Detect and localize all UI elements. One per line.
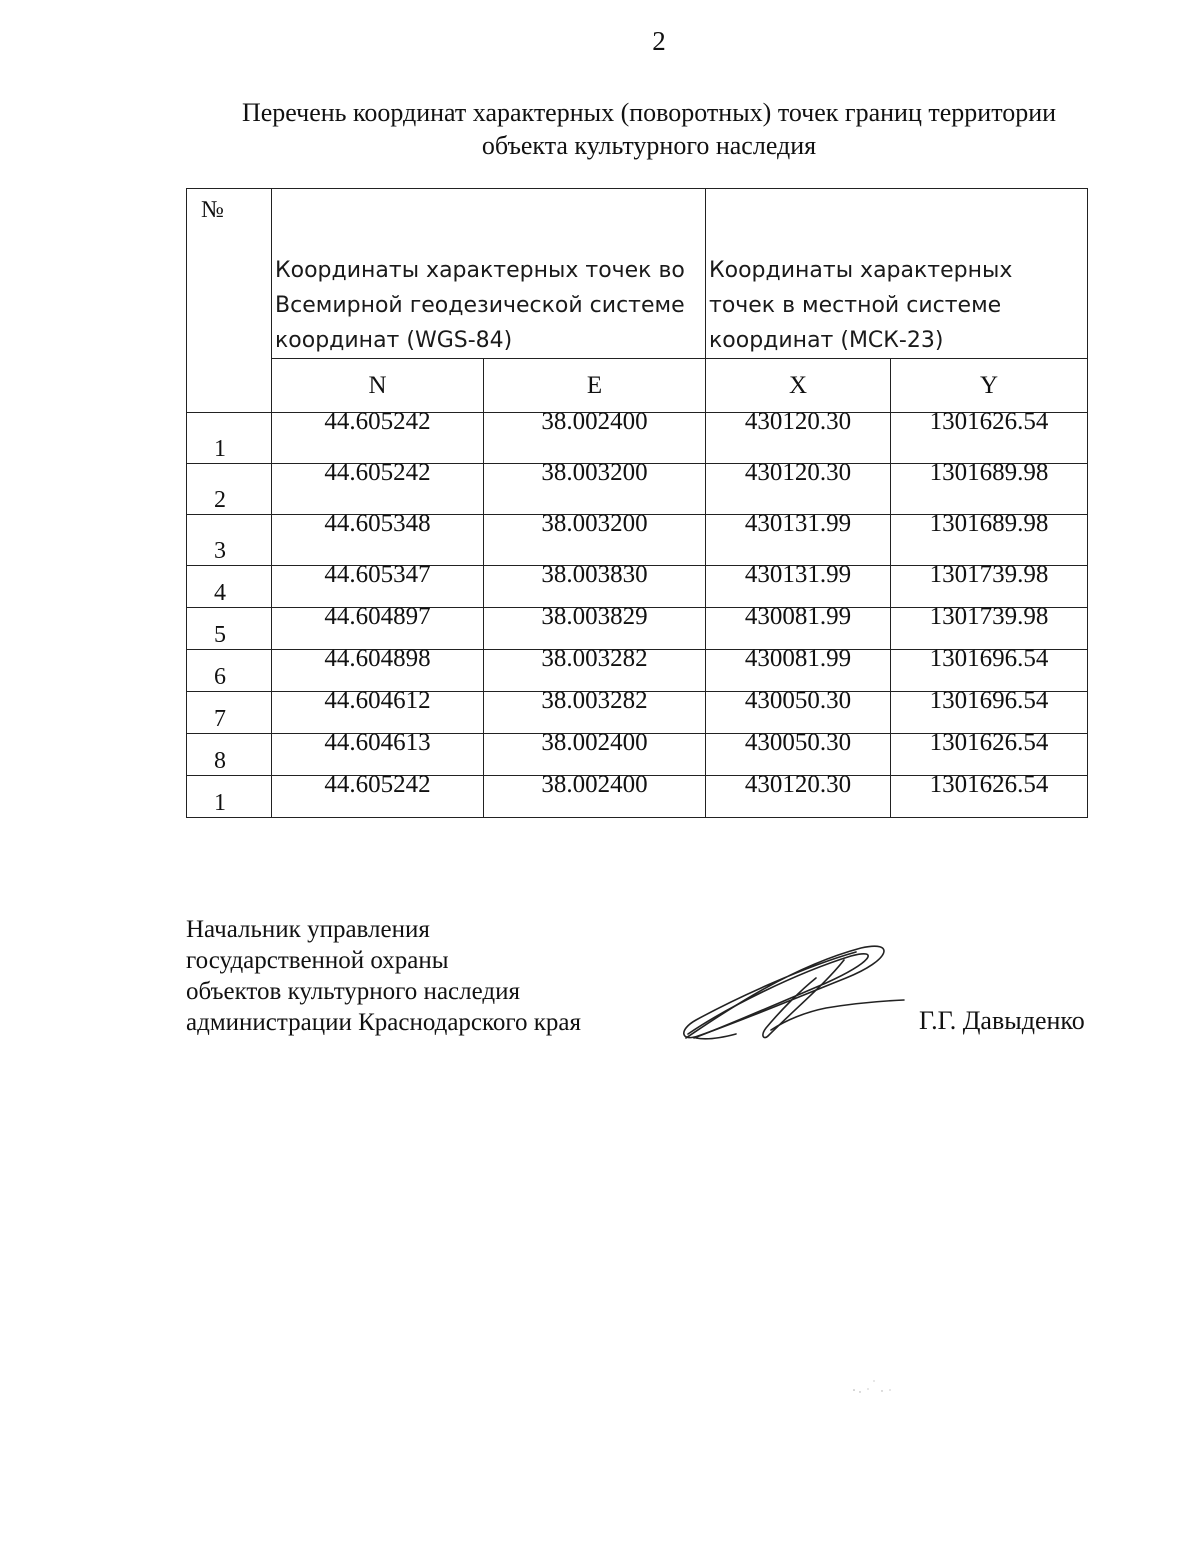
longitude-e: 38.002400: [484, 776, 706, 818]
coord-x: 430131.99: [706, 515, 891, 566]
table-row: [187, 608, 1088, 650]
coord-y: 1301739.98: [891, 566, 1088, 608]
coord-y: 1301696.54: [891, 692, 1088, 734]
document-title: [190, 96, 1108, 162]
table-row: [187, 413, 1088, 464]
handwritten-signature: [676, 938, 906, 1046]
latitude-n: 44.604613: [272, 734, 484, 776]
point-number: 1: [187, 776, 272, 818]
coord-x: 430120.30: [706, 464, 891, 515]
point-number: 5: [187, 608, 272, 650]
column-header-y: Y: [891, 359, 1088, 413]
coord-y: 1301689.98: [891, 464, 1088, 515]
latitude-n: 44.604897: [272, 608, 484, 650]
signer-name: Г.Г. Давыденко: [919, 1006, 1085, 1035]
scan-specks: [846, 1376, 896, 1396]
longitude-e: 38.003282: [484, 650, 706, 692]
longitude-e: 38.002400: [484, 734, 706, 776]
latitude-n: 44.605347: [272, 566, 484, 608]
coord-x: 430120.30: [706, 776, 891, 818]
table-subheader-row: [187, 359, 1088, 413]
position-line: объектов культурного наследия: [186, 978, 520, 1005]
table-row: [187, 734, 1088, 776]
column-header-e: E: [484, 359, 706, 413]
title-line: Перечень координат характерных (поворотных) точек границ территории: [241, 98, 1057, 127]
latitude-n: 44.605242: [272, 464, 484, 515]
table-row: [187, 515, 1088, 566]
point-number: 8: [187, 734, 272, 776]
signatory-position: [186, 914, 581, 1038]
longitude-e: 38.003200: [484, 515, 706, 566]
longitude-e: 38.003200: [484, 464, 706, 515]
msk-header: Координаты характерных точек в местной системе координат (МСК-23): [706, 189, 1088, 359]
coord-x: 430050.30: [706, 734, 891, 776]
latitude-n: 44.605348: [272, 515, 484, 566]
point-number: 4: [187, 566, 272, 608]
point-number: 3: [187, 515, 272, 566]
point-number: 2: [187, 464, 272, 515]
coord-x: 430120.30: [706, 413, 891, 464]
coord-y: 1301689.98: [891, 515, 1088, 566]
number-header: №: [187, 189, 272, 413]
point-number: 6: [187, 650, 272, 692]
table-row: [187, 692, 1088, 734]
longitude-e: 38.003829: [484, 608, 706, 650]
coord-y: 1301626.54: [891, 776, 1088, 818]
table-row: [187, 650, 1088, 692]
coord-x: 430131.99: [706, 566, 891, 608]
position-line: Начальник управления: [186, 916, 430, 943]
latitude-n: 44.604612: [272, 692, 484, 734]
latitude-n: 44.605242: [272, 776, 484, 818]
position-line: государственной охраны: [186, 947, 449, 974]
table-row: [187, 776, 1088, 818]
coord-y: 1301696.54: [891, 650, 1088, 692]
point-number: 1: [187, 413, 272, 464]
latitude-n: 44.604898: [272, 650, 484, 692]
column-header-x: X: [706, 359, 891, 413]
column-header-n: N: [272, 359, 484, 413]
coord-y: 1301626.54: [891, 734, 1088, 776]
coord-x: 430050.30: [706, 692, 891, 734]
longitude-e: 38.002400: [484, 413, 706, 464]
table-row: [187, 464, 1088, 515]
coordinates-table: [186, 188, 1088, 818]
page-number: 2: [652, 26, 666, 56]
longitude-e: 38.003282: [484, 692, 706, 734]
coord-y: 1301739.98: [891, 608, 1088, 650]
position-line: администрации Краснодарского края: [186, 1009, 582, 1036]
coord-x: 430081.99: [706, 650, 891, 692]
longitude-e: 38.003830: [484, 566, 706, 608]
coord-y: 1301626.54: [891, 413, 1088, 464]
point-number: 7: [187, 692, 272, 734]
title-line: объекта культурного наследия: [481, 131, 817, 160]
table-row: [187, 566, 1088, 608]
table-header-row: [187, 189, 1088, 359]
coord-x: 430081.99: [706, 608, 891, 650]
latitude-n: 44.605242: [272, 413, 484, 464]
wgs-header: Координаты характерных точек во Всемирной геодезической системе координат (WGS-84): [272, 189, 706, 359]
